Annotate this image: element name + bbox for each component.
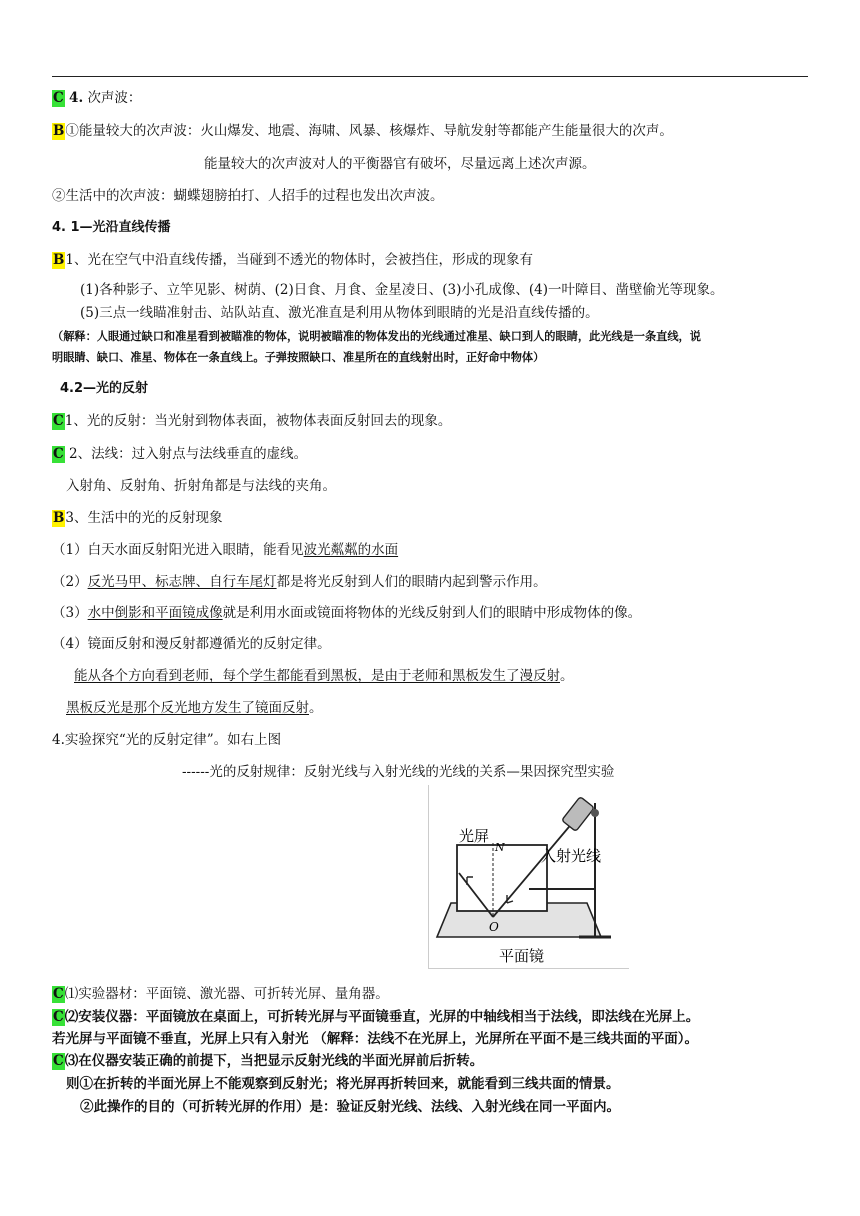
level-tag: B xyxy=(53,252,65,268)
experiment-title: 4.实验探究“光的反射定律”。如右上图 xyxy=(52,732,282,748)
experiment-step-3b: ②此操作的目的（可折转光屏的作用）是：验证反射光线、法线、入射光线在同一平面内。 xyxy=(80,1099,620,1115)
reflection-p4 xyxy=(52,509,223,527)
item-text: 。 xyxy=(309,700,323,716)
straight-line-p1 xyxy=(52,251,533,269)
underlined-text: 反光马甲、标志牌、自行车尾灯 xyxy=(87,574,277,590)
infrasound-p2: ②生活中的次声波：蝴蝶翅膀拍打、人招手的过程也发出次声波。 xyxy=(52,188,444,204)
reflection-item-1 xyxy=(52,541,398,559)
level-tag: C xyxy=(53,986,64,1002)
item-text: 都是将光反射到人们的眼睛内起到警示作用。 xyxy=(276,574,547,590)
experiment-subtitle: ------光的反射规律：反射光线与入射光线的光线的关系—果因探究型实验 xyxy=(182,764,615,780)
top-rule xyxy=(52,76,808,77)
clamp-knob xyxy=(591,809,599,817)
reflection-item-2 xyxy=(52,573,547,591)
infrasound-p1-note: 能量较大的次声波对人的平衡器官有破坏，尽量远离上述次声源。 xyxy=(204,156,596,172)
mirror-label: 平面镜 xyxy=(499,947,545,965)
experiment-step-3 xyxy=(52,1052,483,1070)
infrasound-title-line xyxy=(52,89,141,107)
reflection-p1 xyxy=(52,412,451,430)
paragraph-text: 2、法线：过入射点与法线垂直的虚线。 xyxy=(64,446,308,462)
underlined-text: 黑板反光是那个反光地方发生了镜面反射 xyxy=(66,700,309,716)
paragraph-text: 1、光在空气中沿直线传播，当碰到不透光的物体时，会被挡住，形成的现象有 xyxy=(65,252,534,268)
item-text: 就是利用水面或镜面将物体的光线反射到人们的眼睛中形成物体的像。 xyxy=(222,605,642,621)
straight-line-note-2: 明眼睛、缺口、准星、物体在一条直线上。子弹按照缺口、准星所在的直线射出时，正好命中物体） xyxy=(52,350,545,364)
reflection-item-5 xyxy=(74,667,574,685)
level-tag: C xyxy=(53,1009,64,1025)
straight-line-p2: (1)各种影子、立竿见影、树荫、(2)日食、月食、金星凌日、(3)小孔成像、(4)一叶障目、凿壁偷光等现象。 xyxy=(80,282,724,298)
section-number: 4. xyxy=(69,90,84,106)
section-title: 次声波： xyxy=(87,90,142,106)
reflection-item-6 xyxy=(66,699,323,717)
light-screen xyxy=(457,845,547,911)
apparatus-drawing xyxy=(429,785,629,968)
underlined-text: 波光粼粼的水面 xyxy=(303,542,399,558)
reflection-p3: 入射角、反射角、折射角都是与法线的夹角。 xyxy=(66,478,336,494)
level-tag: B xyxy=(53,510,65,526)
level-tag: C xyxy=(53,1053,64,1069)
laser-pointer xyxy=(562,797,595,832)
paragraph-text: 3、生活中的光的反射现象 xyxy=(65,510,223,526)
underlined-text: 水中倒影和平面镜成像 xyxy=(87,605,223,621)
paragraph-text: ⑴实验器材：平面镜、激光器、可折转光屏、量角器。 xyxy=(64,986,389,1002)
level-tag: C xyxy=(53,413,64,429)
experiment-step-3a: 则①在折转的半面光屏上不能观察到反射光；将光屏再折转回来，就能看到三线共面的情景。 xyxy=(66,1076,620,1092)
level-tag: B xyxy=(53,123,65,139)
reflection-heading: 4.2—光的反射 xyxy=(60,381,149,396)
reflection-item-3 xyxy=(52,604,641,622)
reflection-apparatus-figure xyxy=(428,785,629,969)
straight-line-note-1: （解释：人眼通过缺口和准星看到被瞄准的物体，说明被瞄准的物体发出的光线通过准星、缺口到人的眼睛，此光线是一条直线，说 xyxy=(52,329,701,343)
point-o-label: O xyxy=(489,920,499,934)
item-text: （2） xyxy=(52,574,88,590)
screen-label: 光屏 xyxy=(459,827,490,845)
item-text: （1）白天水面反射阳光进入眼睛，能看见 xyxy=(52,542,304,558)
reflection-p2 xyxy=(52,445,307,463)
normal-label: N xyxy=(495,841,505,854)
experiment-step-1 xyxy=(52,985,389,1003)
level-tag: C xyxy=(53,90,64,106)
paragraph-text: ⑵安装仪器：平面镜放在桌面上，可折转光屏与平面镜垂直，光屏的中轴线相当于法线，即法线在光屏上。 xyxy=(64,1009,700,1025)
underlined-text: 能从各个方向看到老师，每个学生都能看到黑板，是由于老师和黑板发生了漫反射 xyxy=(74,668,560,684)
straight-line-p3: (5)三点一线瞄准射击、站队站直、激光准直是利用从物体到眼睛的光是沿直线传播的。 xyxy=(80,305,599,321)
experiment-step-2b: 若光屏与平面镜不垂直，光屏上只有入射光 （解释：法线不在光屏上，光屏所在平面不是三线共面的平面）。 xyxy=(52,1031,698,1047)
reflection-item-4: （4）镜面反射和漫反射都遵循光的反射定律。 xyxy=(52,636,331,652)
level-tag: C xyxy=(53,446,64,462)
paragraph-text: ①能量较大的次声波：火山爆发、地震、海啸、风暴、核爆炸、导航发射等都能产生能量很大的次声。 xyxy=(65,123,673,139)
paragraph-text: 1、光的反射：当光射到物体表面，被物体表面反射回去的现象。 xyxy=(64,413,452,429)
infrasound-p1 xyxy=(52,122,673,140)
paragraph-text: ⑶在仪器安装正确的前提下，当把显示反射光线的半面光屏前后折转。 xyxy=(64,1053,484,1069)
straight-line-heading: 4. 1—光沿直线传播 xyxy=(52,220,171,235)
item-text: （3） xyxy=(52,605,88,621)
experiment-step-2 xyxy=(52,1008,699,1026)
incident-label: 入射光线 xyxy=(541,847,602,865)
item-text: 。 xyxy=(560,668,574,684)
